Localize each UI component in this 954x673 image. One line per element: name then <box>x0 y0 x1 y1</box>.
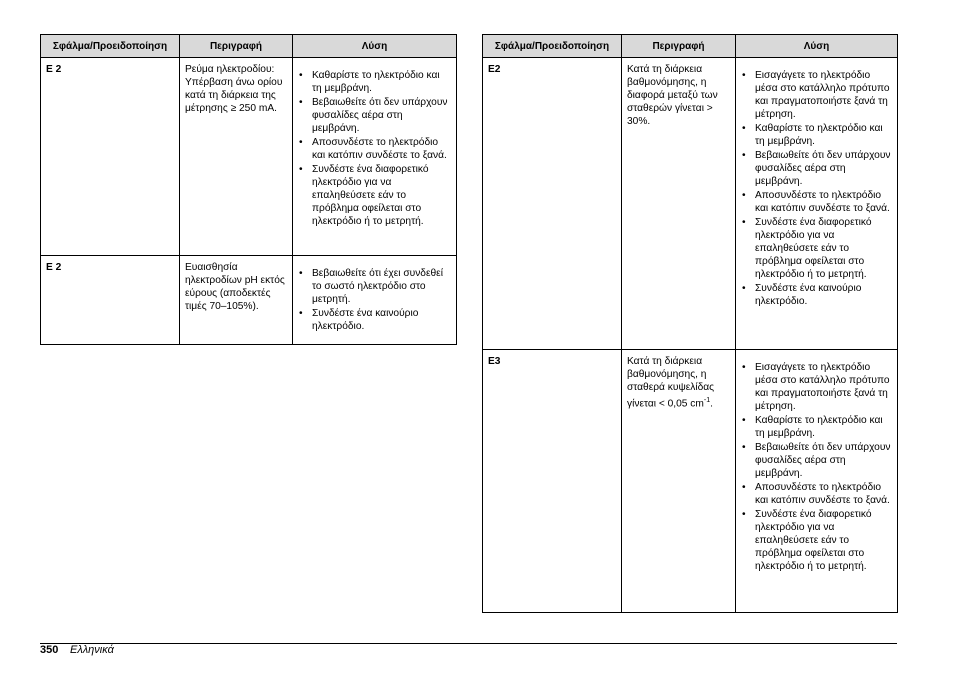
table-row <box>41 58 457 256</box>
solution-item: • Εισαγάγετε το ηλεκτρόδιο μέσα στο κατάλληλο πρότυπο και πραγματοποιήστε ξανά τη μέτρηση. <box>755 361 892 413</box>
error-description: Ρεύμα ηλεκτροδίου: Υπέρβαση άνω ορίου κατά τη διάρκεια της μέτρησης ≥ 250 mA. <box>180 58 293 256</box>
solution-cell <box>293 256 457 345</box>
unit-exponent: -1 <box>703 397 711 404</box>
solution-item: • Συνδέστε ένα καινούριο ηλεκτρόδιο. <box>755 282 892 308</box>
error-description: Κατά τη διάρκεια βαθμονόμησης, η διαφορά μεταξύ των σταθερών γίνεται > 30%. <box>622 58 736 350</box>
solution-list <box>298 69 451 228</box>
error-description: Ευαισθησία ηλεκτροδίων pH εκτός εύρους (αποδεκτές τιμές 70–105%). <box>180 256 293 345</box>
solution-list <box>741 361 892 573</box>
table-row <box>41 256 457 345</box>
solution-item: • Καθαρίστε το ηλεκτρόδιο και τη μεμβράνη. <box>312 69 451 95</box>
header-error: Σφάλμα/Προειδοποίηση <box>483 35 622 58</box>
solution-item: • Καθαρίστε το ηλεκτρόδιο και τη μεμβράνη. <box>755 414 892 440</box>
solution-item: • Βεβαιωθείτε ότι δεν υπάρχουν φυσαλίδες αέρα στη μεμβράνη. <box>312 96 451 135</box>
page-number: 350 <box>40 644 59 656</box>
error-code: E2 <box>483 58 622 350</box>
page-language: Ελληνικά <box>70 644 114 656</box>
error-code: E 2 <box>41 58 180 256</box>
error-description: Κατά τη διάρκεια βαθμονόμησης, η σταθερά κυψελίδας γίνεται < 0,05 cm <box>627 356 715 410</box>
solution-item: • Βεβαιωθείτε ότι έχει συνδεθεί το σωστό ηλεκτρόδιο στο μετρητή. <box>312 267 451 306</box>
error-code: E 2 <box>41 256 180 345</box>
left-error-table <box>40 34 457 345</box>
solution-item: • Συνδέστε ένα διαφορετικό ηλεκτρόδιο για να επαληθεύσετε εάν το πρόβλημα οφείλεται στο ηλεκτρόδιο ή το μετρητή. <box>312 163 451 228</box>
solution-item: • Αποσυνδέστε το ηλεκτρόδιο και κατόπιν συνδέστε το ξανά. <box>312 136 451 162</box>
solution-cell <box>293 58 457 256</box>
solution-cell <box>736 58 898 350</box>
solution-item: • Βεβαιωθείτε ότι δεν υπάρχουν φυσαλίδες αέρα στη μεμβράνη. <box>755 441 892 480</box>
solution-list <box>298 267 451 333</box>
solution-item: • Εισαγάγετε το ηλεκτρόδιο μέσα στο κατάλληλο πρότυπο και πραγματοποιήστε ξανά τη μέτρηση. <box>755 69 892 121</box>
header-description: Περιγραφή <box>180 35 293 58</box>
solution-item: • Καθαρίστε το ηλεκτρόδιο και τη μεμβράνη. <box>755 122 892 148</box>
footer-divider <box>40 643 897 644</box>
description-period: . <box>710 398 713 410</box>
solution-list <box>741 69 892 308</box>
solution-item: • Αποσυνδέστε το ηλεκτρόδιο και κατόπιν συνδέστε το ξανά. <box>755 189 892 215</box>
solution-cell <box>736 350 898 613</box>
table-row <box>483 58 898 350</box>
solution-item: • Συνδέστε ένα διαφορετικό ηλεκτρόδιο για να επαληθεύσετε εάν το πρόβλημα οφείλεται στο ηλεκτρόδιο ή το μετρητή. <box>755 216 892 281</box>
solution-item: • Συνδέστε ένα διαφορετικό ηλεκτρόδιο για να επαληθεύσετε εάν το πρόβλημα οφείλεται στο ηλεκτρόδιο ή το μετρητή. <box>755 508 892 573</box>
error-description-cell <box>622 350 736 613</box>
header-error: Σφάλμα/Προειδοποίηση <box>41 35 180 58</box>
table-row <box>483 350 898 613</box>
header-solution: Λύση <box>293 35 457 58</box>
header-description: Περιγραφή <box>622 35 736 58</box>
right-error-table <box>482 34 898 613</box>
solution-item: • Βεβαιωθείτε ότι δεν υπάρχουν φυσαλίδες αέρα στη μεμβράνη. <box>755 149 892 188</box>
header-solution: Λύση <box>736 35 898 58</box>
table-header-row <box>483 35 898 58</box>
solution-item: • Συνδέστε ένα καινούριο ηλεκτρόδιο. <box>312 307 451 333</box>
solution-item: • Αποσυνδέστε το ηλεκτρόδιο και κατόπιν συνδέστε το ξανά. <box>755 481 892 507</box>
error-code: E3 <box>483 350 622 613</box>
table-header-row <box>41 35 457 58</box>
